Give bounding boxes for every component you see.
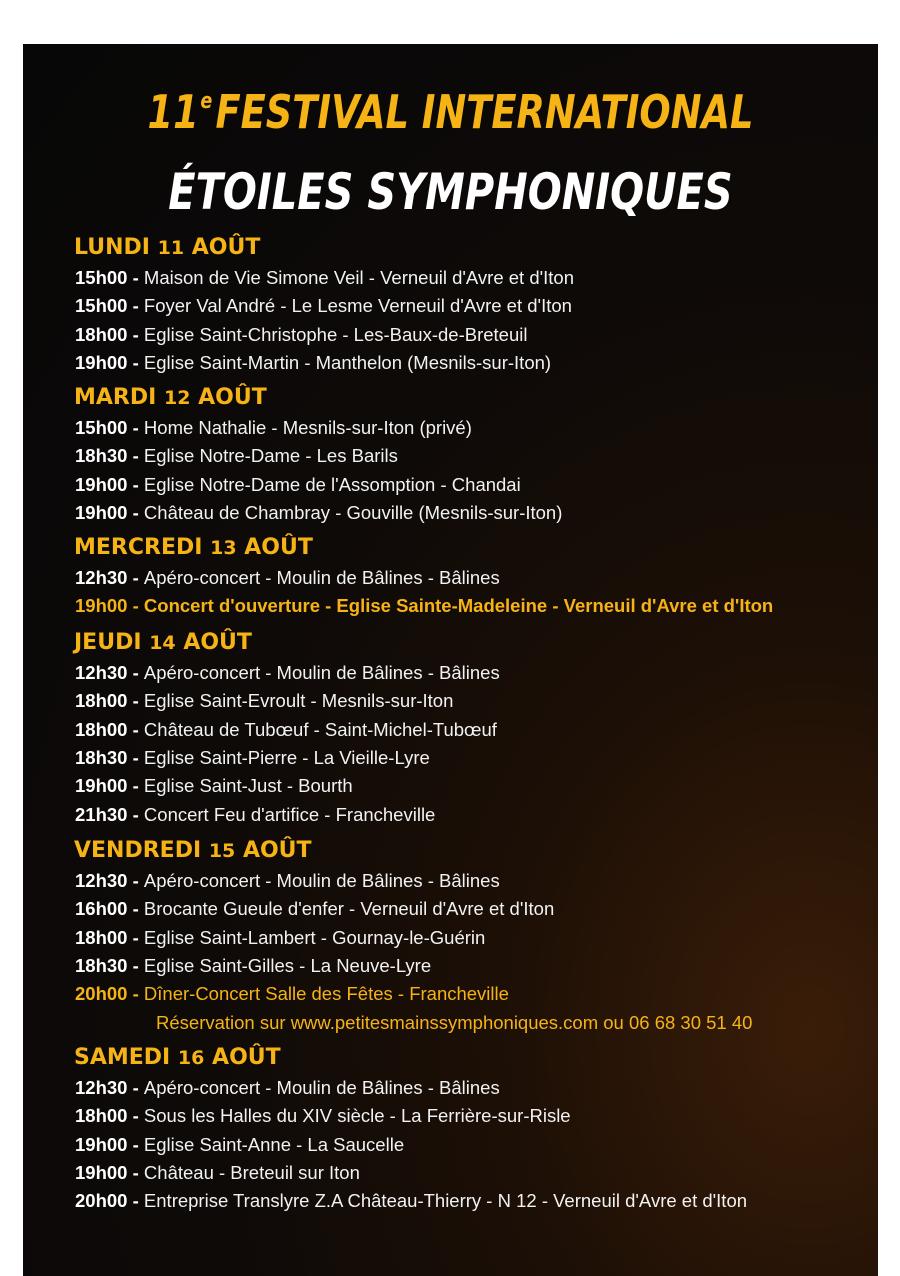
event-separator: - (127, 473, 144, 495)
event-row (75, 1189, 747, 1213)
event-row (75, 416, 472, 440)
event-row (75, 1133, 404, 1157)
edition-suffix: e (200, 89, 213, 114)
event-row (75, 897, 554, 921)
reservation-note: Réservation sur www.petitesmainssymphoniques.com ou 06 68 30 51 40 (156, 1011, 753, 1033)
event-separator: - (127, 926, 144, 948)
day-heading (74, 629, 252, 657)
event-separator: - (127, 1077, 144, 1098)
event-separator: - (127, 1190, 144, 1212)
event-time: 19h00 (75, 351, 128, 373)
day-date: 16 (177, 1047, 205, 1069)
event-time: 15h00 (75, 295, 128, 317)
event-description: Eglise Saint-Christophe - Les-Baux-de-Breteuil (143, 323, 528, 345)
event-row (75, 746, 430, 770)
day-month: AOÛT (183, 630, 252, 655)
event-description: Eglise Saint-Just - Bourth (143, 775, 353, 797)
event-description: Apéro-concert - Moulin de Bâlines - Bâlines (143, 870, 500, 891)
edition-number: 11 (147, 85, 199, 139)
day-date: 13 (210, 537, 237, 559)
day-name: VENDREDI (74, 838, 202, 863)
event-description: Concert Feu d'artifice - Francheville (143, 803, 436, 825)
event-separator: - (127, 1105, 144, 1127)
event-separator: - (127, 351, 144, 373)
event-separator: - (127, 983, 144, 1005)
day-heading (74, 1044, 281, 1072)
event-description: Eglise Saint-Evroult - Mesnils-sur-Iton (143, 690, 454, 712)
event-row (75, 926, 485, 950)
event-time: 18h30 (75, 746, 128, 768)
event-separator: - (127, 417, 144, 438)
event-separator: - (127, 718, 144, 740)
event-description: Apéro-concert - Moulin de Bâlines - Bâlines (143, 1077, 500, 1098)
event-description: Eglise Saint-Pierre - La Vieille-Lyre (143, 746, 430, 768)
day-heading (74, 384, 267, 412)
event-description: Sous les Halles du XIV siècle - La Ferrière-sur-Risle (143, 1105, 571, 1127)
day-month: AOÛT (212, 1045, 281, 1070)
event-time: 15h00 (75, 417, 128, 438)
event-separator: - (127, 567, 144, 588)
event-description: Dîner-Concert Salle des Fêtes - Francheville (143, 983, 509, 1005)
day-heading (74, 534, 313, 562)
event-description: Brocante Gueule d'enfer - Verneuil d'Avre et d'Iton (143, 898, 555, 920)
event-time: 18h00 (75, 690, 128, 712)
event-time: 20h00 (75, 983, 128, 1005)
event-time: 19h00 (75, 473, 128, 495)
event-description: Entreprise Translyre Z.A Château-Thierry - N 12 - Verneuil d'Avre et d'Iton (143, 1190, 748, 1212)
event-time: 19h00 (75, 775, 128, 797)
event-time: 18h00 (75, 926, 128, 948)
event-row (75, 1104, 571, 1128)
event-time: 21h30 (75, 803, 128, 825)
day-date: 12 (163, 387, 191, 409)
event-separator: - (127, 267, 144, 288)
event-time: 20h00 (75, 1190, 128, 1212)
event-row (75, 718, 497, 742)
day-month: AOÛT (244, 535, 313, 560)
event-description: Eglise Saint-Gilles - La Neuve-Lyre (143, 954, 432, 976)
event-separator: - (127, 870, 144, 891)
day-month: AOÛT (198, 385, 267, 410)
festival-title-line1 (109, 74, 793, 140)
event-row (75, 266, 574, 290)
event-row (75, 774, 353, 798)
event-time: 12h30 (75, 1077, 128, 1098)
event-description: Concert d'ouverture - Eglise Sainte-Madeleine - Verneuil d'Avre et d'Iton (143, 595, 774, 617)
event-time: 15h00 (75, 267, 128, 288)
day-date: 11 (157, 237, 185, 259)
event-separator: - (127, 595, 144, 617)
event-time: 18h30 (75, 954, 128, 976)
festival-poster (23, 44, 878, 1276)
day-name: LUNDI (74, 235, 150, 260)
event-time: 19h00 (75, 1133, 128, 1155)
event-row (75, 294, 572, 318)
event-row (75, 1161, 360, 1185)
event-time: 18h00 (75, 1105, 128, 1127)
day-name: MERCREDI (74, 535, 203, 560)
event-description: Château de Tubœuf - Saint-Michel-Tubœuf (143, 718, 497, 740)
event-separator: - (127, 690, 144, 712)
event-description: Eglise Notre-Dame de l'Assomption - Chandai (143, 473, 521, 495)
event-description: Apéro-concert - Moulin de Bâlines - Bâlines (143, 567, 500, 588)
event-description: Château - Breteuil sur Iton (143, 1161, 360, 1183)
day-name: MARDI (74, 385, 157, 410)
event-row (75, 444, 398, 468)
event-description: Eglise Notre-Dame - Les Barils (143, 445, 398, 467)
event-time: 12h30 (75, 662, 128, 683)
event-description: Château de Chambray - Gouville (Mesnils-sur-Iton) (143, 501, 563, 523)
event-row (75, 689, 453, 713)
event-row (75, 661, 500, 685)
event-separator: - (127, 323, 144, 345)
event-row (75, 323, 527, 347)
event-separator: - (127, 501, 144, 523)
festival-title-text: FESTIVAL INTERNATIONAL (215, 85, 754, 139)
event-separator: - (127, 803, 144, 825)
event-row (75, 869, 500, 893)
event-description: Maison de Vie Simone Veil - Verneuil d'Avre et d'Iton (143, 267, 575, 288)
event-row (75, 566, 500, 590)
event-separator: - (127, 662, 144, 683)
event-row (75, 473, 521, 497)
event-time: 18h00 (75, 718, 128, 740)
event-row (75, 501, 562, 525)
event-description: Eglise Saint-Martin - Manthelon (Mesnils-sur-Iton) (143, 351, 552, 373)
day-heading (74, 234, 260, 262)
event-row (75, 594, 773, 618)
event-time: 19h00 (75, 501, 128, 523)
event-separator: - (127, 775, 144, 797)
event-separator: - (127, 954, 144, 976)
event-description: Foyer Val André - Le Lesme Verneuil d'Avre et d'Iton (143, 295, 572, 317)
event-time: 12h30 (75, 567, 128, 588)
event-separator: - (127, 898, 144, 920)
event-row (75, 954, 431, 978)
event-time: 18h30 (75, 445, 128, 467)
event-description: Eglise Saint-Anne - La Saucelle (143, 1133, 405, 1155)
festival-title-line2: ÉTOILES SYMPHONIQUES (168, 163, 733, 221)
event-row (75, 982, 509, 1006)
day-name: JEUDI (74, 630, 142, 655)
event-time: 12h30 (75, 870, 128, 891)
day-date: 14 (149, 632, 176, 654)
event-separator: - (127, 1133, 144, 1155)
day-date: 15 (208, 840, 236, 862)
event-time: 16h00 (75, 898, 128, 920)
event-separator: - (127, 445, 144, 467)
event-row (75, 1076, 500, 1100)
event-separator: - (127, 746, 144, 768)
day-month: AOÛT (242, 838, 312, 863)
event-time: 18h00 (75, 323, 128, 345)
event-time: 19h00 (75, 595, 128, 617)
event-row (75, 351, 551, 375)
event-row (75, 803, 435, 827)
day-month: AOÛT (191, 235, 261, 260)
event-description: Home Nathalie - Mesnils-sur-Iton (privé) (143, 417, 472, 438)
event-separator: - (127, 1161, 144, 1183)
day-heading (74, 837, 312, 865)
event-separator: - (127, 295, 144, 317)
event-description: Apéro-concert - Moulin de Bâlines - Bâlines (143, 662, 500, 683)
day-name: SAMEDI (74, 1045, 171, 1070)
event-description: Eglise Saint-Lambert - Gournay-le-Guérin (143, 926, 486, 948)
event-time: 19h00 (75, 1161, 128, 1183)
